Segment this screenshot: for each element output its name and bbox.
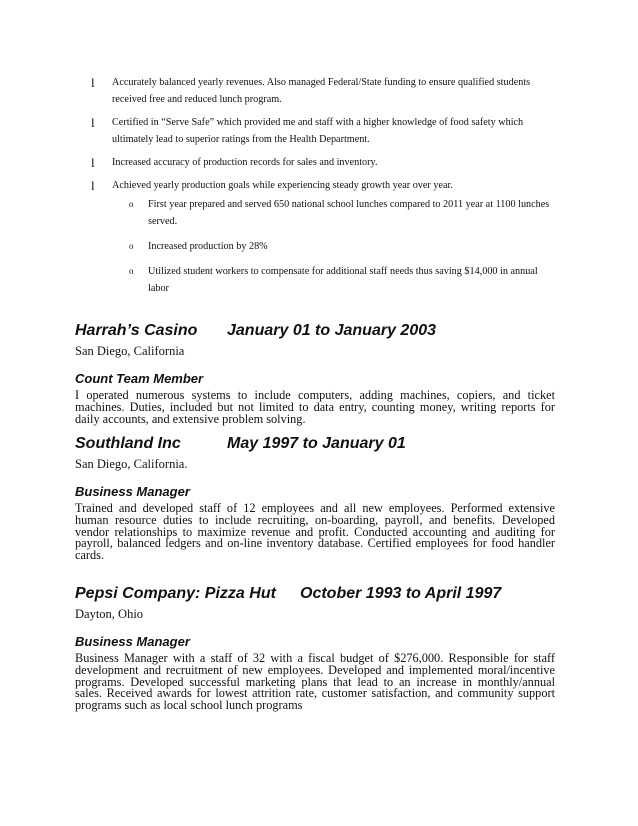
sub-item-text: Utilized student workers to compensate for additional staff needs thus saving $14,000 in annual labor [148, 266, 538, 294]
job-location: San Diego, California [75, 344, 185, 358]
job-dates: May 1997 to January 01 [227, 435, 406, 452]
sub-item-text: Increased production by 28% [148, 241, 268, 252]
company-name: Pepsi Company: Pizza Hut [75, 585, 276, 602]
job-location: San Diego, California. [75, 457, 188, 471]
list-item [88, 177, 558, 297]
circle-bullet-icon: o [129, 241, 134, 251]
job-dates: October 1993 to April 1997 [300, 585, 502, 602]
bullet-icon: l [91, 178, 95, 193]
bullet-text: Certified in “Serve Safe” which provided me and staff with a higher knowledge of food safety which ultimately lead to superior ratings from the Health Department. [112, 117, 524, 145]
job-description: I operated numerous systems to include computers, adding machines, copiers, and ticket machines. Duties, included but not limited to data entry, counting money, writing reports for daily accounts, and extensive problem solving. [75, 388, 555, 426]
sub-list [112, 196, 558, 297]
bullet-icon: l [91, 75, 95, 90]
job-southland [75, 433, 555, 562]
achievements-list [88, 74, 558, 305]
job-pizza-hut [75, 583, 555, 712]
company-name: Southland Inc [75, 435, 181, 452]
sub-item-text: First year prepared and served 650 national school lunches compared to 2011 year at 1100 lunches served. [148, 199, 550, 227]
job-header [75, 320, 555, 344]
list-item [88, 154, 558, 171]
list-item [88, 74, 558, 108]
circle-bullet-icon: o [129, 266, 134, 276]
bullet-icon: l [91, 155, 95, 170]
bullet-text: Accurately balanced yearly revenues. Also managed Federal/State funding to ensure qualified students received free and reduced lunch program. [112, 77, 531, 105]
job-harrahs [75, 320, 555, 425]
sub-list-item [112, 196, 558, 230]
job-role: Business Manager [75, 634, 190, 649]
bullet-text: Achieved yearly production goals while experiencing steady growth year over year. [112, 180, 453, 191]
sub-list-item [112, 238, 558, 255]
job-header [75, 583, 555, 607]
job-dates: January 01 to January 2003 [227, 322, 437, 339]
job-description: Trained and developed staff of 12 employees and all new employees. Performed extensive human resource duties to include recruiting, on-boarding, payroll, and benefits. Developed vendor relationships to maximize revenue and profit. Conducted accounting and auditing for payroll, balanced ledgers and on-line inventory database. Certified employees for food handler cards. [75, 501, 555, 563]
bullet-text: Increased accuracy of production records for sales and inventory. [112, 157, 378, 168]
bullet-icon: l [91, 115, 95, 130]
job-role: Business Manager [75, 484, 190, 499]
job-description: Business Manager with a staff of 32 with a fiscal budget of $276,000. Responsible for staff development and recruitment of new employees. Developed and implemented moral/incentive programs. Developed successful marketing plans that lead to an increase in monthly/annual sales. Received awards for lowest attrition rate, customer satisfaction, and community support programs such as local school lunch programs [75, 651, 555, 713]
job-header [75, 433, 555, 457]
sub-list-item [112, 263, 558, 297]
job-location: Dayton, Ohio [75, 607, 144, 621]
list-item [88, 114, 558, 148]
circle-bullet-icon: o [129, 199, 134, 209]
job-role: Count Team Member [75, 371, 204, 386]
company-name: Harrah’s Casino [75, 322, 198, 339]
